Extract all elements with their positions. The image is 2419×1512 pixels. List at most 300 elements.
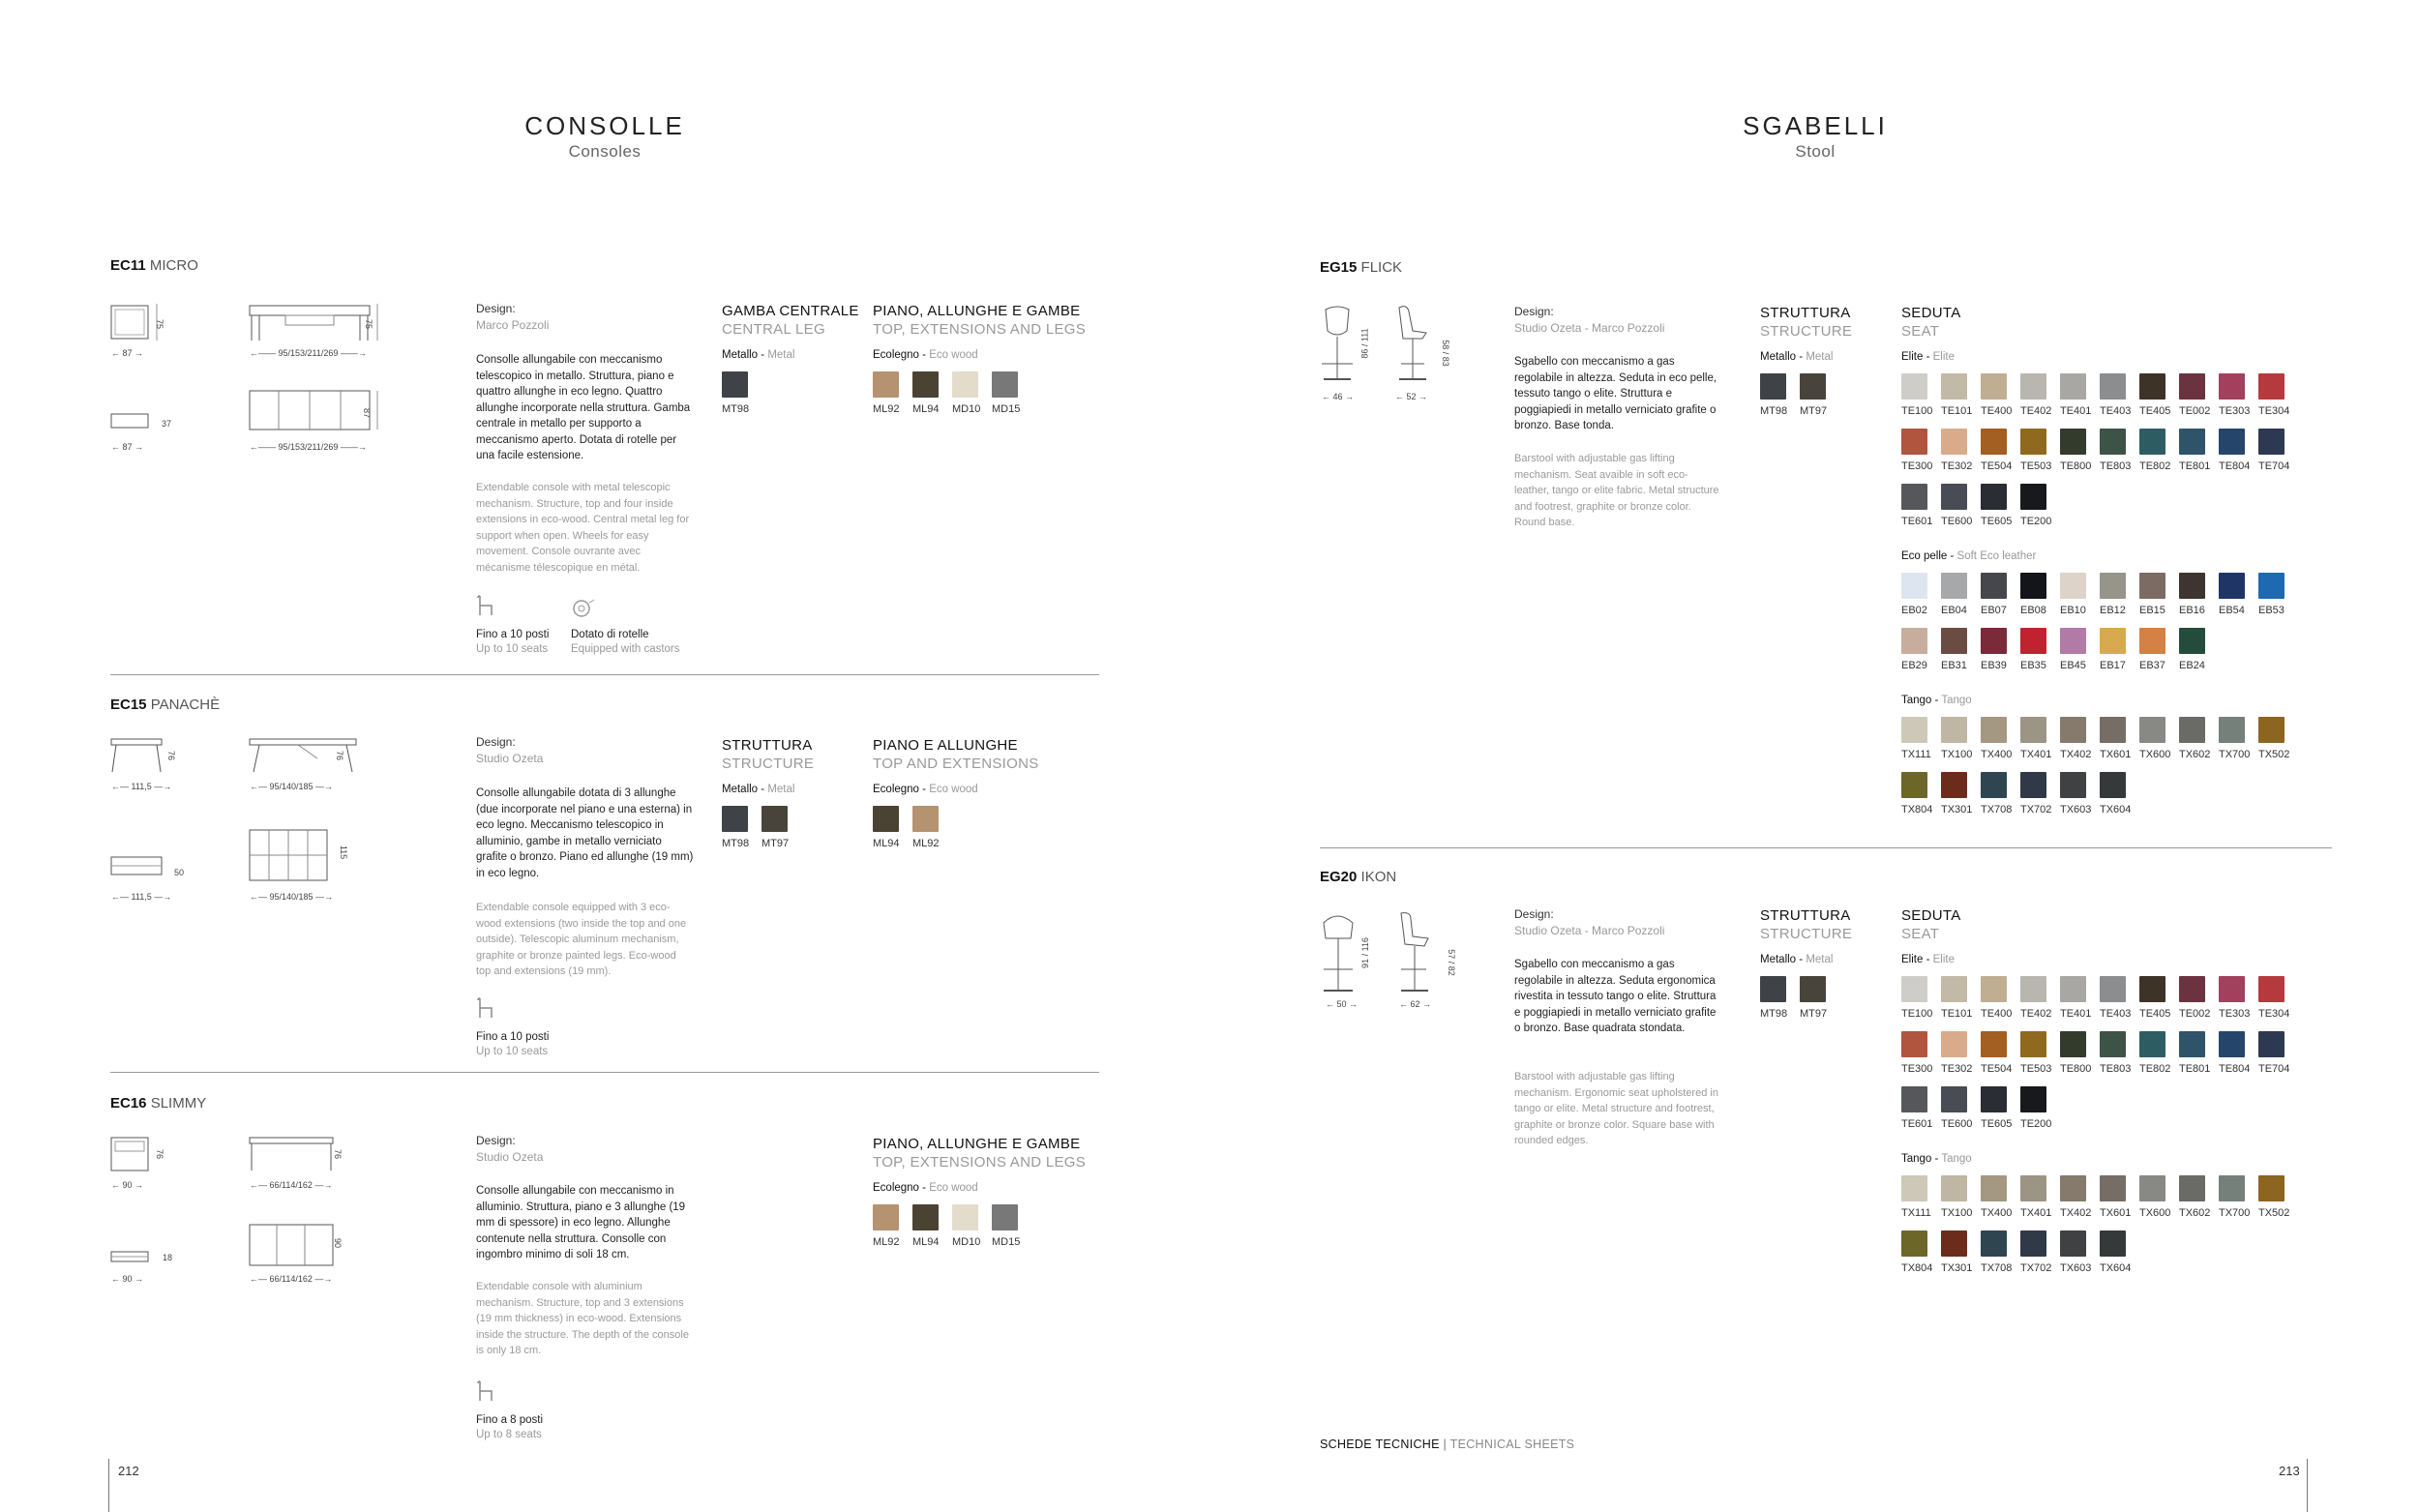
color-swatch[interactable]: [912, 371, 943, 415]
color-swatch[interactable]: [2100, 717, 2131, 760]
right-page-subtitle: Stool: [1795, 142, 1836, 161]
swatch-chip[interactable]: [1901, 628, 1927, 654]
description-it-eg15: Sgabello con meccanismo a gas regolabile in altezza. Seduta in eco pelle, tessuto tango o elite. Struttura e poggiapiedi in metallo verniciato grafite o bronzo. Base tonda.: [1514, 356, 1717, 431]
material-label: Tango - Tango: [1901, 1153, 1972, 1165]
color-swatch[interactable]: [2100, 1175, 2131, 1219]
swatch-chip[interactable]: [1981, 1086, 2007, 1112]
swatch-chip[interactable]: [2100, 429, 2126, 455]
swatch-chip[interactable]: [2179, 373, 2205, 400]
color-swatch[interactable]: [2139, 429, 2170, 472]
swatch-chip[interactable]: [2020, 1230, 2046, 1257]
swatch-chip[interactable]: [1800, 976, 1826, 1002]
color-swatch[interactable]: [2020, 772, 2051, 815]
swatch-code: ML94: [873, 838, 900, 849]
swatch-chip[interactable]: [1901, 373, 1927, 400]
color-swatch[interactable]: [2100, 573, 2131, 616]
swatch-chip[interactable]: [2179, 976, 2205, 1002]
color-swatch[interactable]: [912, 1204, 943, 1248]
color-swatch[interactable]: [2179, 1175, 2210, 1219]
chair-icon: [476, 1379, 495, 1408]
swatch-chip[interactable]: [1941, 484, 1967, 510]
swatch-chip[interactable]: [2219, 573, 2245, 599]
swatch-chip[interactable]: [2219, 1031, 2245, 1057]
color-swatch[interactable]: [2020, 484, 2051, 527]
swatch-code: TE304: [2258, 1008, 2290, 1020]
color-swatch[interactable]: [2258, 429, 2289, 472]
swatch-chip[interactable]: [1941, 1031, 1967, 1057]
color-swatch[interactable]: [1941, 976, 1972, 1020]
swatch-chip[interactable]: [2020, 1086, 2046, 1112]
swatch-chip[interactable]: [2100, 573, 2126, 599]
swatch-chip[interactable]: [2219, 717, 2245, 743]
color-swatch[interactable]: [2100, 373, 2131, 417]
swatch-chip[interactable]: [2219, 373, 2245, 400]
color-swatch[interactable]: [1901, 772, 1932, 815]
color-swatch[interactable]: [952, 1204, 983, 1248]
divider: [1320, 847, 2332, 848]
color-swatch[interactable]: [992, 371, 1023, 415]
color-swatch[interactable]: [1981, 976, 2012, 1020]
drawing-eg15: [1318, 302, 1453, 394]
swatch-code: ML92: [873, 403, 900, 415]
swatch-chip[interactable]: [2179, 717, 2205, 743]
swatch-chip[interactable]: [2060, 373, 2086, 400]
swatch-code: TX603: [2060, 1262, 2092, 1274]
swatch-code: MD10: [952, 1236, 981, 1248]
color-swatch[interactable]: [2219, 1031, 2250, 1075]
swatch-chip[interactable]: [1901, 573, 1927, 599]
color-swatch[interactable]: [873, 1204, 904, 1248]
color-swatch[interactable]: [1901, 976, 1932, 1020]
color-swatch[interactable]: [1760, 373, 1791, 417]
swatch-chip[interactable]: [2020, 628, 2046, 654]
color-swatch[interactable]: [2060, 1031, 2091, 1075]
color-swatch[interactable]: [722, 371, 753, 415]
color-swatch[interactable]: [1941, 628, 1972, 671]
color-swatch[interactable]: [2219, 429, 2250, 472]
swatch-chip[interactable]: [1981, 429, 2007, 455]
color-swatch[interactable]: [2139, 1031, 2170, 1075]
swatch-chip[interactable]: [1901, 772, 1927, 798]
color-swatch[interactable]: [1981, 1175, 2012, 1219]
swatch-chip[interactable]: [2060, 772, 2086, 798]
swatch-chip[interactable]: [2060, 1175, 2086, 1201]
column-structure-eg15: STRUTTURA STRUCTURE Metallo - Metal MT98 MT97: [1760, 305, 1853, 417]
swatch-chip[interactable]: [722, 806, 748, 832]
swatch-chip[interactable]: [1941, 976, 1967, 1002]
swatch-chip[interactable]: [1941, 1230, 1967, 1257]
swatch-chip[interactable]: [2100, 772, 2126, 798]
color-swatch[interactable]: [2100, 976, 2131, 1020]
color-swatch[interactable]: [1941, 717, 1972, 760]
dim-ec11-g: 87: [362, 407, 373, 419]
color-swatch[interactable]: [1901, 484, 1932, 527]
color-swatch[interactable]: [1941, 1031, 1972, 1075]
swatch-chip[interactable]: [2139, 976, 2165, 1002]
swatch-chip[interactable]: [1941, 373, 1967, 400]
color-swatch[interactable]: [2020, 1086, 2051, 1130]
swatch-code: TX708: [1981, 1262, 2013, 1274]
color-swatch[interactable]: [1941, 573, 1972, 616]
color-swatch[interactable]: [2258, 1031, 2289, 1075]
chair-icon: [476, 996, 495, 1024]
swatch-chip[interactable]: [2060, 976, 2086, 1002]
feature-seats-ec11: Fino a 10 posti Up to 10 seats: [476, 629, 550, 655]
swatch-chip[interactable]: [1941, 717, 1967, 743]
swatch-chip[interactable]: [2258, 717, 2285, 743]
swatch-code: TE804: [2219, 460, 2251, 472]
color-swatch[interactable]: [2139, 976, 2170, 1020]
swatch-chip[interactable]: [2219, 1175, 2245, 1201]
swatch-chip[interactable]: [2060, 429, 2086, 455]
swatch-chip[interactable]: [1941, 772, 1967, 798]
swatch-row: [1901, 429, 2289, 472]
color-swatch[interactable]: [2020, 628, 2051, 671]
color-swatch[interactable]: [2020, 1230, 2051, 1274]
swatch-row: [1901, 1230, 2289, 1274]
swatch-chip[interactable]: [2258, 1031, 2285, 1057]
left-page-title: CONSOLLE: [524, 111, 685, 140]
swatch-code: TE800: [2060, 460, 2092, 472]
swatch-row: [1760, 373, 1852, 417]
swatch-chip[interactable]: [1981, 373, 2007, 400]
color-swatch[interactable]: [1981, 1086, 2012, 1130]
swatch-chip[interactable]: [2020, 717, 2046, 743]
color-swatch[interactable]: [2020, 717, 2051, 760]
color-swatch[interactable]: [1901, 717, 1932, 760]
color-swatch[interactable]: [2020, 1031, 2051, 1075]
color-swatch[interactable]: [1760, 976, 1791, 1020]
color-swatch[interactable]: [1901, 373, 1932, 417]
column-top-ec16: PIANO, ALLUNGHE E GAMBE TOP, EXTENSIONS AND LEGS Ecolegno - Eco wood ML92 ML94 MD10 MD15: [873, 1136, 1087, 1248]
swatch-row: [1901, 373, 2289, 417]
swatch-chip[interactable]: [2258, 373, 2285, 400]
color-swatch[interactable]: [1981, 373, 2012, 417]
color-swatch[interactable]: [2219, 717, 2250, 760]
description-en-ec16: Extendable console with aluminium mechanism. Structure, top and 3 extensions (19 mm thickness) in eco-wood. Extensions inside the structure. The depth of the console is only 18 cm.: [476, 1281, 689, 1356]
swatch-chip[interactable]: [2219, 976, 2245, 1002]
technical-drawing-eg20: [1318, 909, 1453, 996]
color-swatch[interactable]: [2100, 429, 2131, 472]
color-swatch[interactable]: [1901, 628, 1932, 671]
swatch-code: TE503: [2020, 1063, 2052, 1075]
swatch-code: TX502: [2258, 749, 2290, 760]
swatch-row: [873, 806, 1039, 849]
swatch-chip[interactable]: [2060, 1230, 2086, 1257]
color-swatch[interactable]: [2179, 373, 2210, 417]
color-swatch[interactable]: [2060, 1175, 2091, 1219]
color-swatch[interactable]: [2258, 1175, 2289, 1219]
material-label: Ecolegno - Eco wood: [873, 784, 978, 795]
color-swatch[interactable]: [2060, 573, 2091, 616]
color-swatch[interactable]: [762, 806, 792, 849]
color-swatch[interactable]: [2179, 573, 2210, 616]
swatch-code: TE300: [1901, 1063, 1933, 1075]
swatch-chip[interactable]: [1901, 1230, 1927, 1257]
swatch-chip[interactable]: [952, 371, 978, 398]
color-swatch[interactable]: [2020, 373, 2051, 417]
swatch-code: TE200: [2020, 1118, 2052, 1130]
swatch-chip[interactable]: [1981, 976, 2007, 1002]
swatch-chip[interactable]: [873, 806, 899, 832]
swatch-chip[interactable]: [2060, 573, 2086, 599]
swatch-row: [722, 806, 814, 849]
swatch-code: TE804: [2219, 1063, 2251, 1075]
color-swatch[interactable]: [2179, 628, 2210, 671]
swatch-chip[interactable]: [1981, 1031, 2007, 1057]
color-swatch[interactable]: [912, 806, 943, 849]
color-swatch[interactable]: [2139, 717, 2170, 760]
swatch-chip[interactable]: [873, 371, 899, 398]
color-swatch[interactable]: [992, 1204, 1023, 1248]
swatch-chip[interactable]: [1901, 1175, 1927, 1201]
swatch-chip[interactable]: [2020, 373, 2046, 400]
swatch-code: TE101: [1941, 405, 1973, 417]
color-swatch[interactable]: [722, 806, 753, 849]
dim-ec16-c: 76: [333, 1148, 343, 1160]
swatch-row: [1901, 573, 2289, 616]
swatch-chip[interactable]: [2100, 1230, 2126, 1257]
color-swatch[interactable]: [1941, 429, 1972, 472]
color-swatch[interactable]: [1901, 429, 1932, 472]
swatch-chip[interactable]: [1901, 484, 1927, 510]
color-swatch[interactable]: [1981, 1031, 2012, 1075]
color-swatch[interactable]: [1981, 772, 2012, 815]
swatch-chip[interactable]: [1901, 717, 1927, 743]
swatch-code: TE605: [1981, 516, 2013, 527]
swatch-chip[interactable]: [1981, 1230, 2007, 1257]
color-swatch[interactable]: [1901, 573, 1932, 616]
swatch-chip[interactable]: [1760, 976, 1786, 1002]
swatch-chip[interactable]: [1941, 1086, 1967, 1112]
color-swatch[interactable]: [2139, 373, 2170, 417]
technical-drawing-ec11: [106, 300, 397, 460]
color-swatch[interactable]: [2258, 373, 2289, 417]
swatch-code: TX100: [1941, 1207, 1973, 1219]
swatch-chip[interactable]: [1760, 373, 1786, 400]
swatch-chip[interactable]: [2139, 1175, 2165, 1201]
color-swatch[interactable]: [2219, 1175, 2250, 1219]
swatch-chip[interactable]: [2100, 976, 2126, 1002]
swatch-chip[interactable]: [2179, 573, 2205, 599]
color-swatch[interactable]: [1981, 628, 2012, 671]
material-label: Eco pelle - Soft Eco leather: [1901, 550, 2037, 562]
swatch-code: TX601: [2100, 749, 2132, 760]
color-swatch[interactable]: [873, 371, 904, 415]
color-swatch[interactable]: [2060, 717, 2091, 760]
swatch-chip[interactable]: [1981, 628, 2007, 654]
swatch-code: EB07: [1981, 605, 2007, 616]
castor-icon: [571, 598, 596, 624]
color-swatch[interactable]: [1901, 1230, 1932, 1274]
swatch-chip[interactable]: [873, 1204, 899, 1230]
description-en-eg20: Barstool with adjustable gas lifting mechanism. Ergonomic seat upholstered in tango or elite. Metal structure and footrest, graphite or bronze color. Square base with rounded edges.: [1514, 1071, 1718, 1146]
color-swatch[interactable]: [1800, 976, 1831, 1020]
swatch-chip[interactable]: [1901, 429, 1927, 455]
swatch-chip[interactable]: [1941, 429, 1967, 455]
swatch-chip[interactable]: [1901, 1031, 1927, 1057]
swatch-chip[interactable]: [2100, 628, 2126, 654]
swatch-chip[interactable]: [2020, 772, 2046, 798]
swatch-chip[interactable]: [992, 371, 1018, 398]
color-swatch[interactable]: [1941, 1086, 1972, 1130]
color-swatch[interactable]: [2060, 628, 2091, 671]
color-swatch[interactable]: [2139, 573, 2170, 616]
technical-drawing-ec16: [106, 1132, 397, 1291]
color-swatch[interactable]: [1941, 772, 1972, 815]
swatch-chip[interactable]: [1800, 373, 1826, 400]
color-swatch[interactable]: [1941, 484, 1972, 527]
color-swatch[interactable]: [1941, 1175, 1972, 1219]
material-label: Metallo - Metal: [1760, 954, 1834, 965]
color-swatch[interactable]: [1941, 1230, 1972, 1274]
color-swatch[interactable]: [873, 806, 904, 849]
color-swatch[interactable]: [2179, 1031, 2210, 1075]
color-swatch[interactable]: [2060, 429, 2091, 472]
swatch-code: EB04: [1941, 605, 1967, 616]
color-swatch[interactable]: [2179, 429, 2210, 472]
color-swatch[interactable]: [952, 371, 983, 415]
color-swatch[interactable]: [2020, 429, 2051, 472]
swatch-chip[interactable]: [2020, 573, 2046, 599]
swatch-chip[interactable]: [2100, 717, 2126, 743]
color-swatch[interactable]: [2100, 1230, 2131, 1274]
color-swatch[interactable]: [2139, 628, 2170, 671]
swatch-chip[interactable]: [762, 806, 788, 832]
dim-ec11-h: ←—— 95/153/211/269 ——→: [250, 442, 367, 452]
swatch-chip[interactable]: [2179, 429, 2205, 455]
swatch-chip[interactable]: [722, 371, 748, 398]
swatch-chip[interactable]: [2139, 429, 2165, 455]
swatch-chip[interactable]: [1901, 976, 1927, 1002]
column-top-ec15: PIANO E ALLUNGHE TOP AND EXTENSIONS Ecolegno - Eco wood ML94 ML92: [873, 737, 1039, 849]
product-title-eg15: EG15 FLICK: [1320, 259, 1403, 276]
dim-ec15-h: ←— 95/140/185 —→: [250, 892, 334, 902]
color-swatch[interactable]: [2060, 1230, 2091, 1274]
color-swatch[interactable]: [2060, 373, 2091, 417]
color-swatch[interactable]: [1981, 1230, 2012, 1274]
dim-ec16-d: ←— 66/114/162 —→: [250, 1180, 333, 1190]
color-swatch[interactable]: [2100, 772, 2131, 815]
swatch-chip[interactable]: [952, 1204, 978, 1230]
swatch-chip[interactable]: [2258, 573, 2285, 599]
color-swatch[interactable]: [1981, 573, 2012, 616]
swatch-chip[interactable]: [912, 1204, 939, 1230]
swatch-row: [873, 371, 1086, 415]
color-swatch[interactable]: [2258, 976, 2289, 1020]
swatch-chip[interactable]: [1981, 573, 2007, 599]
swatch-chip[interactable]: [2100, 1175, 2126, 1201]
color-swatch[interactable]: [2219, 373, 2250, 417]
color-swatch[interactable]: [1800, 373, 1831, 417]
swatch-chip[interactable]: [2100, 1031, 2126, 1057]
swatch-chip[interactable]: [2139, 1031, 2165, 1057]
swatch-code: TX700: [2219, 749, 2251, 760]
swatch-chip[interactable]: [2258, 976, 2285, 1002]
color-swatch[interactable]: [2020, 976, 2051, 1020]
swatch-chip[interactable]: [2179, 628, 2205, 654]
color-swatch[interactable]: [1981, 717, 2012, 760]
color-swatch[interactable]: [1981, 429, 2012, 472]
swatch-chip[interactable]: [2139, 628, 2165, 654]
color-swatch[interactable]: [2100, 628, 2131, 671]
swatch-code: TE402: [2020, 1008, 2052, 1020]
swatch-code: TX700: [2219, 1207, 2251, 1219]
swatch-chip[interactable]: [1981, 1175, 2007, 1201]
swatch-chip[interactable]: [2060, 628, 2086, 654]
color-swatch[interactable]: [2020, 573, 2051, 616]
color-swatch[interactable]: [2179, 717, 2210, 760]
color-swatch[interactable]: [2139, 1175, 2170, 1219]
swatch-chip[interactable]: [2020, 429, 2046, 455]
color-swatch[interactable]: [2219, 573, 2250, 616]
swatch-chip[interactable]: [2060, 717, 2086, 743]
color-swatch[interactable]: [2100, 1031, 2131, 1075]
swatch-chip[interactable]: [1981, 484, 2007, 510]
swatch-chip[interactable]: [2139, 573, 2165, 599]
swatch-chip[interactable]: [992, 1204, 1018, 1230]
swatch-chip[interactable]: [2100, 373, 2126, 400]
swatch-code: TE605: [1981, 1118, 2013, 1130]
dim-eg15-b: ← 46 →: [1322, 392, 1355, 401]
swatch-chip[interactable]: [1941, 573, 1967, 599]
color-swatch[interactable]: [2219, 976, 2250, 1020]
swatch-chip[interactable]: [2179, 1175, 2205, 1201]
swatch-chip[interactable]: [1941, 628, 1967, 654]
color-swatch[interactable]: [2060, 772, 2091, 815]
swatch-chip[interactable]: [2258, 1175, 2285, 1201]
color-swatch[interactable]: [1901, 1031, 1932, 1075]
swatch-chip[interactable]: [2020, 1175, 2046, 1201]
color-swatch[interactable]: [2060, 976, 2091, 1020]
swatch-chip[interactable]: [2139, 717, 2165, 743]
swatch-chip[interactable]: [2020, 484, 2046, 510]
color-swatch[interactable]: [1901, 1175, 1932, 1219]
swatch-chip[interactable]: [912, 371, 939, 398]
swatch-code: TX400: [1981, 1207, 2013, 1219]
swatch-code: EB37: [2139, 660, 2165, 671]
swatch-chip[interactable]: [2179, 1031, 2205, 1057]
color-swatch[interactable]: [2179, 976, 2210, 1020]
swatch-chip[interactable]: [1941, 1175, 1967, 1201]
swatch-chip[interactable]: [2060, 1031, 2086, 1057]
swatch-code: EB45: [2060, 660, 2086, 671]
swatch-code: TE405: [2139, 1008, 2171, 1020]
swatch-code: EB54: [2219, 605, 2245, 616]
color-swatch[interactable]: [1901, 1086, 1932, 1130]
swatch-chip[interactable]: [1981, 772, 2007, 798]
color-swatch[interactable]: [2258, 717, 2289, 760]
color-swatch[interactable]: [1981, 484, 2012, 527]
swatch-chip[interactable]: [2020, 1031, 2046, 1057]
color-swatch[interactable]: [1941, 373, 1972, 417]
swatch-chip[interactable]: [1981, 717, 2007, 743]
dim-ec16-a: 76: [155, 1148, 165, 1160]
divider: [110, 1072, 1099, 1073]
swatch-code: MT98: [722, 403, 750, 415]
swatch-chip[interactable]: [2020, 976, 2046, 1002]
color-swatch[interactable]: [2020, 1175, 2051, 1219]
swatch-code: MT98: [1760, 405, 1788, 417]
swatch-chip[interactable]: [2258, 429, 2285, 455]
swatch-chip[interactable]: [2219, 429, 2245, 455]
swatch-chip[interactable]: [2139, 373, 2165, 400]
swatch-row: [1901, 1031, 2289, 1075]
color-swatch[interactable]: [2258, 573, 2289, 616]
swatch-chip[interactable]: [1901, 1086, 1927, 1112]
swatch-chip[interactable]: [912, 806, 939, 832]
swatch-code: EB24: [2179, 660, 2205, 671]
